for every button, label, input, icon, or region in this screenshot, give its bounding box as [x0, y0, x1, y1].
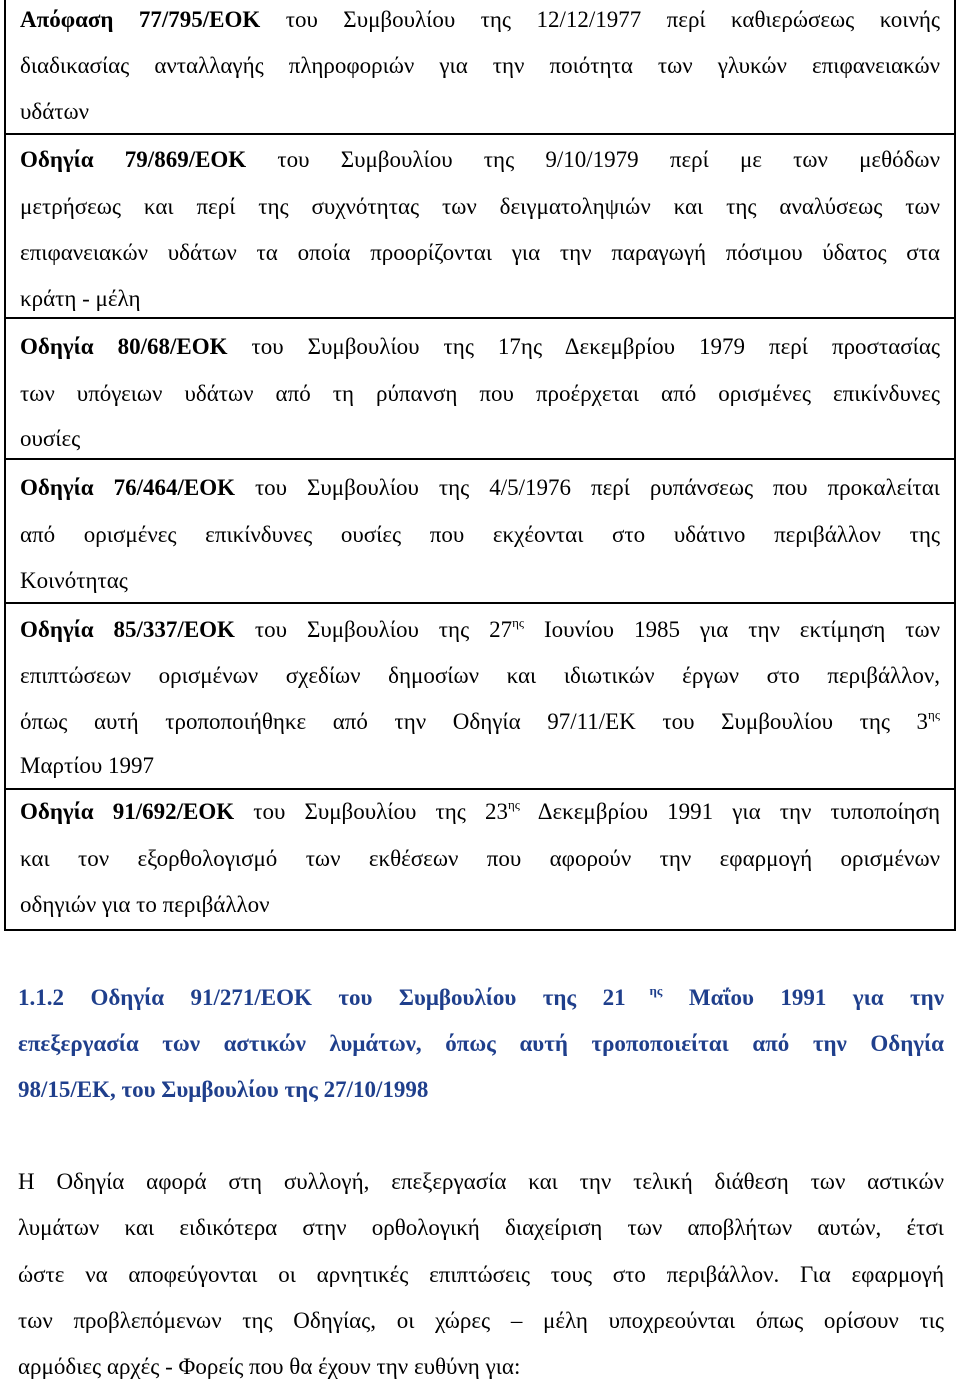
entry-text: ουσίες: [20, 426, 81, 451]
entry-line: [20, 616, 940, 643]
entry-text: οδηγιών για το περιβάλλον: [20, 892, 270, 917]
directive-ref: Οδηγία 91/692/ΕΟΚ: [20, 799, 235, 824]
entry-text: των υπόγειων υδάτων από τη ρύπανση που προέρχεται από ορισμένες επικίνδυνες: [20, 381, 940, 406]
entry-line: [20, 798, 940, 825]
heading-line: [18, 1030, 944, 1057]
entry-line: [20, 98, 940, 125]
directive-ref: Οδηγία 76/464/ΕΟΚ: [20, 475, 235, 500]
table-row: [6, 602, 954, 790]
entry-text: του Συμβουλίου της 12/12/1977 περί καθιερώσεως κοινής: [260, 7, 940, 32]
heading-text: επεξεργασία των αστικών λυμάτων, όπως αυτή τροποποιείται από την Οδηγία: [18, 1031, 944, 1056]
entry-line: [20, 333, 940, 360]
entry-text: του Συμβουλίου της 17ης Δεκεμβρίου 1979 περί προστασίας: [227, 334, 940, 359]
entry-text: διαδικασίας ανταλλαγής πληροφοριών για την ποιότητα των γλυκών επιφανειακών: [20, 53, 940, 78]
directive-ref: Οδηγία 79/869/ΕΟΚ: [20, 147, 247, 172]
entry-line: [20, 752, 940, 779]
entry-line: [20, 146, 940, 173]
entry-text: από ορισμένες επικίνδυνες ουσίες που εκχέονται στο υδάτινο περιβάλλον της: [20, 522, 940, 547]
ordinal-suffix: ης: [512, 615, 525, 630]
entry-line: [20, 6, 940, 33]
heading-line: [18, 1076, 944, 1103]
heading-line: [18, 984, 944, 1011]
entry-text: Κοινότητας: [20, 568, 128, 593]
table-row: [6, 317, 954, 460]
entry-line: [20, 285, 940, 312]
directive-ref: Οδηγία 80/68/ΕΟΚ: [20, 334, 228, 359]
entry-text: και τον εξορθολογισμό των εκθέσεων που αφορούν την εφαρμογή ορισμένων: [20, 846, 940, 871]
directive-ref: Απόφαση 77/795/ΕΟΚ: [20, 7, 261, 32]
entry-text: Δεκεμβρίου 1991 για την τυποποίηση: [519, 799, 940, 824]
table-row: [6, 0, 954, 133]
entry-text: του Συμβουλίου της 27: [234, 617, 513, 642]
entry-text: Ιουνίου 1985 για την εκτίμηση των: [524, 617, 940, 642]
paragraph-line: των προβλεπόμενων της Οδηγίας, οι χώρες – μέλη υποχρεούνται όπως ορίσουν τις: [18, 1308, 944, 1333]
paragraph-line: αρμόδιες αρχές - Φορείς που θα έχουν την ευθύνη για:: [18, 1354, 521, 1379]
entry-line: [20, 425, 940, 452]
entry-line: [20, 521, 940, 548]
ordinal-suffix: ης: [928, 707, 940, 722]
entry-line: [20, 474, 940, 501]
ordinal-suffix: ης: [507, 797, 520, 812]
entry-text: επιφανειακών υδάτων τα οποία προορίζονται για την παραγωγή πόσιμου ύδατος στα: [20, 240, 940, 265]
entry-line: [20, 380, 940, 407]
entry-line: [20, 708, 940, 735]
table-row: [6, 788, 954, 931]
table-row: [6, 133, 954, 319]
entry-line: [20, 891, 940, 918]
entry-line: [20, 662, 940, 689]
entry-line: [20, 845, 940, 872]
table-row: [6, 458, 954, 604]
entry-text: του Συμβουλίου της 4/5/1976 περί ρυπάνσεως που προκαλείται: [234, 475, 940, 500]
paragraph-line: λυμάτων και ειδικότερα στην ορθολογική διαχείριση των αποβλήτων αυτών, έτσι: [18, 1215, 944, 1240]
entry-text: υδάτων: [20, 99, 90, 124]
paragraph-line: Η Οδηγία αφορά στη συλλογή, επεξεργασία και την τελική διάθεση των αστικών: [18, 1169, 944, 1194]
entry-line: [20, 193, 940, 220]
entry-text: Μαρτίου 1997: [20, 753, 155, 778]
entry-text: όπως αυτή τροποποιήθηκε από την Οδηγία 97/11/ΕΚ του Συμβουλίου της 3: [20, 709, 929, 734]
directive-ref: Οδηγία 85/337/ΕΟΚ: [20, 617, 235, 642]
legislation-table: [4, 0, 956, 931]
heading-text: 1.1.2 Οδηγία 91/271/ΕΟΚ του Συμβουλίου της 21: [18, 985, 626, 1010]
ordinal-suffix: ης: [625, 983, 663, 998]
heading-text: 98/15/ΕΚ, του Συμβουλίου της 27/10/1998: [18, 1077, 429, 1102]
entry-text: κράτη - μέλη: [20, 286, 141, 311]
entry-line: [20, 239, 940, 266]
entry-line: [20, 52, 940, 79]
entry-text: του Συμβουλίου της 23: [234, 799, 508, 824]
entry-line: [20, 567, 940, 594]
paragraph-line: ώστε να αποφεύγονται οι αρνητικές επιπτώσεις τους στο περιβάλλον. Για εφαρμογή: [18, 1262, 944, 1287]
entry-text: μετρήσεως και περί της συχνότητας των δειγματοληψιών και της αναλύσεως των: [20, 194, 940, 219]
entry-text: επιπτώσεων ορισμένων σχεδίων δημοσίων και ιδιωτικών έργων στο περιβάλλον,: [20, 663, 940, 688]
entry-text: του Συμβουλίου της 9/10/1979 περί με των μεθόδων: [246, 147, 940, 172]
heading-text: Μαΐου 1991 για την: [662, 985, 944, 1010]
